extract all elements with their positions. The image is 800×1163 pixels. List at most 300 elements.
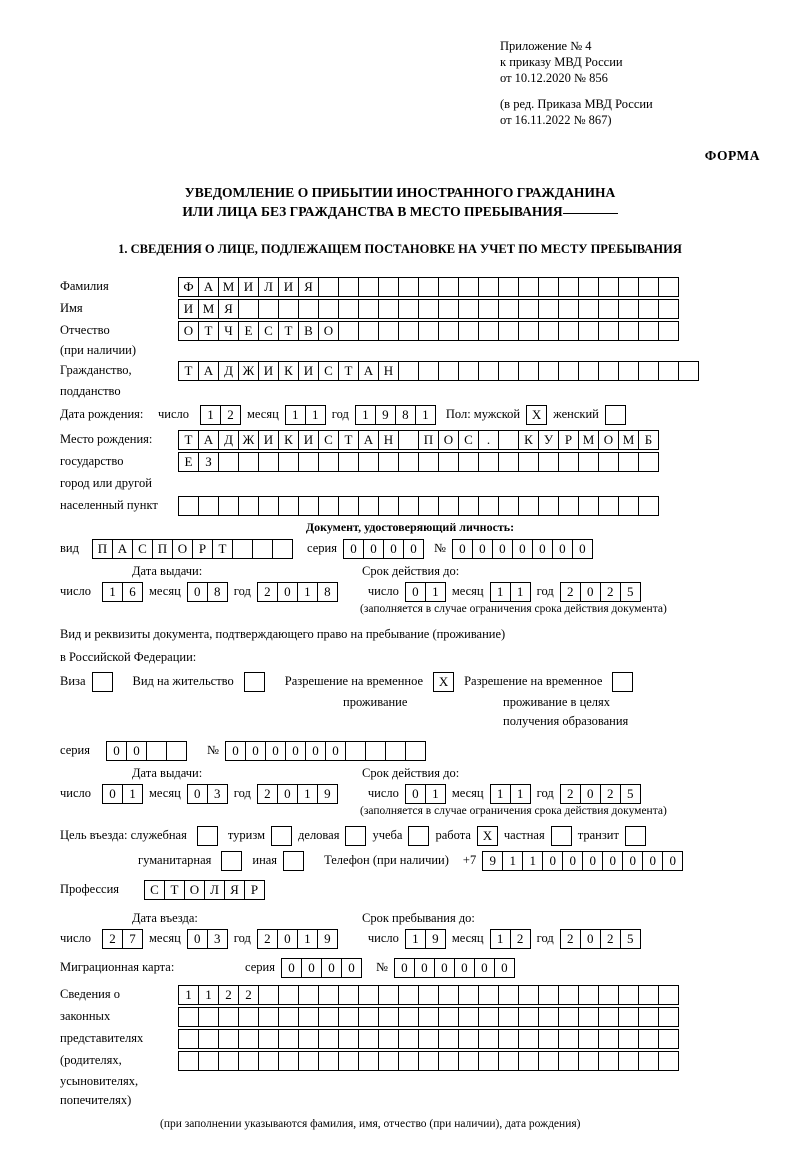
cell[interactable]: 0: [277, 582, 298, 602]
cell[interactable]: [418, 452, 439, 472]
cell[interactable]: [498, 277, 519, 297]
stay-number-input[interactable]: [225, 741, 426, 761]
cell[interactable]: 0: [494, 958, 515, 978]
cell[interactable]: 0: [187, 582, 208, 602]
cell[interactable]: 0: [580, 582, 601, 602]
cell[interactable]: [478, 277, 499, 297]
cell[interactable]: К: [518, 430, 539, 450]
cell[interactable]: И: [298, 430, 319, 450]
cell[interactable]: О: [178, 321, 199, 341]
checkbox-cell[interactable]: X: [433, 672, 454, 692]
cell[interactable]: [398, 361, 419, 381]
cell[interactable]: [218, 452, 239, 472]
cell[interactable]: 0: [580, 784, 601, 804]
cell[interactable]: [338, 299, 359, 319]
checkbox-cell[interactable]: [625, 826, 646, 846]
cell[interactable]: [638, 1029, 659, 1049]
stay-series-input[interactable]: [106, 741, 187, 761]
cell[interactable]: [598, 1029, 619, 1049]
cell[interactable]: [538, 1007, 559, 1027]
cell[interactable]: 2: [257, 929, 278, 949]
purpose-humanitarian-checkbox[interactable]: [221, 851, 242, 871]
cell[interactable]: В: [298, 321, 319, 341]
cell[interactable]: [578, 321, 599, 341]
cell[interactable]: 9: [317, 929, 338, 949]
cell[interactable]: С: [144, 880, 165, 900]
cell[interactable]: [458, 985, 479, 1005]
cell[interactable]: Т: [164, 880, 185, 900]
cell[interactable]: [558, 452, 579, 472]
cell[interactable]: [258, 299, 279, 319]
cell[interactable]: 8: [317, 582, 338, 602]
cell[interactable]: 0: [343, 539, 364, 559]
cell[interactable]: [478, 452, 499, 472]
cell[interactable]: 2: [257, 582, 278, 602]
cell[interactable]: Б: [638, 430, 659, 450]
cell[interactable]: [218, 1051, 239, 1071]
purpose-transit-checkbox[interactable]: [625, 826, 646, 846]
cell[interactable]: 9: [375, 405, 396, 425]
cell[interactable]: [358, 985, 379, 1005]
cell[interactable]: Ж: [238, 430, 259, 450]
doc-issue-year-input[interactable]: [257, 582, 338, 602]
legal-rep-input-3[interactable]: [178, 1029, 679, 1049]
cell[interactable]: 1: [200, 405, 221, 425]
residence-permit-checkbox[interactable]: [244, 672, 265, 692]
cell[interactable]: [638, 1051, 659, 1071]
cell[interactable]: [598, 321, 619, 341]
checkbox-cell[interactable]: [244, 672, 265, 692]
cell[interactable]: [218, 496, 239, 516]
cell[interactable]: [198, 1051, 219, 1071]
entry-year-input[interactable]: [257, 929, 338, 949]
stay-until-year-input[interactable]: [560, 929, 641, 949]
cell[interactable]: Е: [178, 452, 199, 472]
cell[interactable]: М: [618, 430, 639, 450]
cell[interactable]: Д: [218, 430, 239, 450]
cell[interactable]: [298, 452, 319, 472]
cell[interactable]: 1: [510, 582, 531, 602]
cell[interactable]: 9: [482, 851, 503, 871]
cell[interactable]: 0: [562, 851, 583, 871]
cell[interactable]: [538, 1029, 559, 1049]
cell[interactable]: 2: [560, 929, 581, 949]
cell[interactable]: 0: [126, 741, 147, 761]
cell[interactable]: П: [152, 539, 173, 559]
cell[interactable]: [278, 1029, 299, 1049]
cell[interactable]: [438, 321, 459, 341]
purpose-work-checkbox[interactable]: [477, 826, 498, 846]
cell[interactable]: [578, 1029, 599, 1049]
cell[interactable]: 1: [285, 405, 306, 425]
cell[interactable]: [618, 1051, 639, 1071]
cell[interactable]: [558, 1007, 579, 1027]
cell[interactable]: [558, 1029, 579, 1049]
cell[interactable]: [238, 1007, 259, 1027]
cell[interactable]: 8: [207, 582, 228, 602]
cell[interactable]: [538, 496, 559, 516]
cell[interactable]: [378, 321, 399, 341]
cell[interactable]: [578, 496, 599, 516]
legal-rep-input-2[interactable]: [178, 1007, 679, 1027]
cell[interactable]: 1: [198, 985, 219, 1005]
doc-issue-day-input[interactable]: [102, 582, 143, 602]
cell[interactable]: Т: [198, 321, 219, 341]
cell[interactable]: 5: [620, 929, 641, 949]
cell[interactable]: [658, 299, 679, 319]
cell[interactable]: [598, 1051, 619, 1071]
cell[interactable]: 2: [238, 985, 259, 1005]
cell[interactable]: А: [358, 430, 379, 450]
cell[interactable]: 0: [363, 539, 384, 559]
cell[interactable]: [638, 1007, 659, 1027]
cell[interactable]: [518, 1007, 539, 1027]
cell[interactable]: [598, 1007, 619, 1027]
cell[interactable]: [258, 1007, 279, 1027]
cell[interactable]: 0: [281, 958, 302, 978]
cell[interactable]: [385, 741, 406, 761]
cell[interactable]: [378, 299, 399, 319]
cell[interactable]: С: [318, 430, 339, 450]
cell[interactable]: [278, 496, 299, 516]
citizenship-input[interactable]: [178, 361, 699, 381]
cell[interactable]: [166, 741, 187, 761]
cell[interactable]: [658, 1029, 679, 1049]
cell[interactable]: Ж: [238, 361, 259, 381]
cell[interactable]: [618, 361, 639, 381]
cell[interactable]: [518, 496, 539, 516]
cell[interactable]: [458, 277, 479, 297]
cell[interactable]: [398, 452, 419, 472]
cell[interactable]: [418, 277, 439, 297]
cell[interactable]: М: [218, 277, 239, 297]
cell[interactable]: [478, 321, 499, 341]
cell[interactable]: [378, 1051, 399, 1071]
cell[interactable]: Д: [218, 361, 239, 381]
stay-valid-month-input[interactable]: [490, 784, 531, 804]
cell[interactable]: [338, 452, 359, 472]
cell[interactable]: [238, 1029, 259, 1049]
profession-input[interactable]: [144, 880, 265, 900]
surname-input[interactable]: [178, 277, 679, 297]
cell[interactable]: 0: [542, 851, 563, 871]
checkbox-cell[interactable]: [345, 826, 366, 846]
cell[interactable]: 0: [580, 929, 601, 949]
cell[interactable]: 0: [434, 958, 455, 978]
cell[interactable]: [578, 985, 599, 1005]
cell[interactable]: [338, 321, 359, 341]
cell[interactable]: [618, 985, 639, 1005]
cell[interactable]: [198, 1029, 219, 1049]
cell[interactable]: [146, 741, 167, 761]
cell[interactable]: [398, 299, 419, 319]
cell[interactable]: [598, 299, 619, 319]
cell[interactable]: [478, 299, 499, 319]
cell[interactable]: [198, 496, 219, 516]
cell[interactable]: 0: [452, 539, 473, 559]
cell[interactable]: [338, 1007, 359, 1027]
cell[interactable]: [398, 1051, 419, 1071]
cell[interactable]: 2: [560, 784, 581, 804]
phone-input[interactable]: [482, 851, 683, 871]
cell[interactable]: 3: [207, 784, 228, 804]
cell[interactable]: [345, 741, 366, 761]
cell[interactable]: [418, 321, 439, 341]
purpose-private-checkbox[interactable]: [551, 826, 572, 846]
birth-month-input[interactable]: [285, 405, 326, 425]
cell[interactable]: 1: [122, 784, 143, 804]
cell[interactable]: [438, 496, 459, 516]
cell[interactable]: [498, 1007, 519, 1027]
cell[interactable]: [272, 539, 293, 559]
doc-valid-year-input[interactable]: [560, 582, 641, 602]
cell[interactable]: 0: [403, 539, 424, 559]
cell[interactable]: 0: [305, 741, 326, 761]
cell[interactable]: [278, 299, 299, 319]
cell[interactable]: [558, 299, 579, 319]
cell[interactable]: [398, 321, 419, 341]
legal-rep-input-1[interactable]: [178, 985, 679, 1005]
birth-place-line3-input[interactable]: [178, 496, 659, 516]
cell[interactable]: [498, 430, 519, 450]
checkbox-cell[interactable]: [612, 672, 633, 692]
cell[interactable]: [558, 277, 579, 297]
cell[interactable]: [618, 299, 639, 319]
cell[interactable]: 0: [642, 851, 663, 871]
cell[interactable]: П: [418, 430, 439, 450]
cell[interactable]: [598, 452, 619, 472]
cell[interactable]: [618, 1029, 639, 1049]
cell[interactable]: [518, 1029, 539, 1049]
cell[interactable]: К: [278, 430, 299, 450]
doc-valid-day-input[interactable]: [405, 582, 446, 602]
cell[interactable]: Я: [224, 880, 245, 900]
cell[interactable]: [418, 1029, 439, 1049]
cell[interactable]: [538, 1051, 559, 1071]
cell[interactable]: [238, 496, 259, 516]
cell[interactable]: 5: [620, 784, 641, 804]
cell[interactable]: [438, 1051, 459, 1071]
purpose-other-checkbox[interactable]: [283, 851, 304, 871]
cell[interactable]: [458, 361, 479, 381]
cell[interactable]: [378, 452, 399, 472]
entry-month-input[interactable]: [187, 929, 228, 949]
cell[interactable]: [518, 452, 539, 472]
cell[interactable]: [418, 1007, 439, 1027]
cell[interactable]: [338, 496, 359, 516]
cell[interactable]: [378, 985, 399, 1005]
cell[interactable]: [458, 1029, 479, 1049]
cell[interactable]: [638, 299, 659, 319]
cell[interactable]: 2: [600, 582, 621, 602]
cell[interactable]: [618, 1007, 639, 1027]
cell[interactable]: 0: [187, 784, 208, 804]
cell[interactable]: 2: [257, 784, 278, 804]
stay-issue-year-input[interactable]: [257, 784, 338, 804]
cell[interactable]: Л: [204, 880, 225, 900]
cell[interactable]: 2: [102, 929, 123, 949]
cell[interactable]: Т: [178, 430, 199, 450]
entry-day-input[interactable]: [102, 929, 143, 949]
cell[interactable]: [458, 321, 479, 341]
patronymic-input[interactable]: [178, 321, 679, 341]
cell[interactable]: [232, 539, 253, 559]
cell[interactable]: [418, 496, 439, 516]
cell[interactable]: [358, 1007, 379, 1027]
cell[interactable]: [298, 496, 319, 516]
cell[interactable]: [338, 277, 359, 297]
cell[interactable]: 9: [425, 929, 446, 949]
cell[interactable]: 0: [472, 539, 493, 559]
cell[interactable]: Н: [378, 430, 399, 450]
cell[interactable]: [658, 1051, 679, 1071]
cell[interactable]: Р: [192, 539, 213, 559]
cell[interactable]: [278, 985, 299, 1005]
cell[interactable]: [498, 1029, 519, 1049]
cell[interactable]: Я: [298, 277, 319, 297]
cell[interactable]: [318, 1007, 339, 1027]
checkbox-cell[interactable]: [408, 826, 429, 846]
cell[interactable]: [598, 496, 619, 516]
stay-valid-day-input[interactable]: [405, 784, 446, 804]
cell[interactable]: [318, 496, 339, 516]
cell[interactable]: Т: [212, 539, 233, 559]
cell[interactable]: А: [358, 361, 379, 381]
cell[interactable]: 0: [662, 851, 683, 871]
cell[interactable]: [598, 361, 619, 381]
cell[interactable]: 1: [178, 985, 199, 1005]
cell[interactable]: [358, 1051, 379, 1071]
edu-residence-checkbox[interactable]: [612, 672, 633, 692]
doc-issue-month-input[interactable]: [187, 582, 228, 602]
cell[interactable]: 1: [510, 784, 531, 804]
cell[interactable]: [252, 539, 273, 559]
cell[interactable]: 1: [297, 582, 318, 602]
stay-issue-day-input[interactable]: [102, 784, 143, 804]
cell[interactable]: Р: [244, 880, 265, 900]
cell[interactable]: [458, 299, 479, 319]
cell[interactable]: [658, 277, 679, 297]
cell[interactable]: [618, 277, 639, 297]
cell[interactable]: [558, 321, 579, 341]
cell[interactable]: [438, 361, 459, 381]
doc-kind-input[interactable]: [92, 539, 293, 559]
cell[interactable]: 1: [425, 784, 446, 804]
cell[interactable]: 0: [187, 929, 208, 949]
cell[interactable]: 0: [582, 851, 603, 871]
cell[interactable]: [618, 321, 639, 341]
cell[interactable]: 0: [414, 958, 435, 978]
cell[interactable]: [238, 1051, 259, 1071]
cell[interactable]: [498, 299, 519, 319]
cell[interactable]: [278, 452, 299, 472]
cell[interactable]: А: [198, 277, 219, 297]
cell[interactable]: [478, 1007, 499, 1027]
cell[interactable]: 0: [225, 741, 246, 761]
cell[interactable]: [578, 452, 599, 472]
cell[interactable]: 1: [490, 784, 511, 804]
cell[interactable]: [518, 361, 539, 381]
migration-number-input[interactable]: [394, 958, 515, 978]
cell[interactable]: 0: [102, 784, 123, 804]
cell[interactable]: [638, 985, 659, 1005]
cell[interactable]: 2: [600, 784, 621, 804]
cell[interactable]: [178, 1051, 199, 1071]
cell[interactable]: [658, 361, 679, 381]
doc-number-input[interactable]: [452, 539, 593, 559]
cell[interactable]: И: [298, 361, 319, 381]
visa-checkbox[interactable]: [92, 672, 113, 692]
cell[interactable]: 0: [394, 958, 415, 978]
cell[interactable]: [398, 1007, 419, 1027]
cell[interactable]: [498, 321, 519, 341]
stay-until-month-input[interactable]: [490, 929, 531, 949]
cell[interactable]: 2: [600, 929, 621, 949]
checkbox-cell[interactable]: [551, 826, 572, 846]
cell[interactable]: 3: [207, 929, 228, 949]
migration-series-input[interactable]: [281, 958, 362, 978]
cell[interactable]: 0: [245, 741, 266, 761]
cell[interactable]: И: [178, 299, 199, 319]
cell[interactable]: 1: [490, 582, 511, 602]
doc-series-input[interactable]: [343, 539, 424, 559]
cell[interactable]: [258, 496, 279, 516]
cell[interactable]: [358, 321, 379, 341]
cell[interactable]: [298, 1007, 319, 1027]
cell[interactable]: [418, 1051, 439, 1071]
cell[interactable]: 8: [395, 405, 416, 425]
cell[interactable]: [298, 1051, 319, 1071]
cell[interactable]: 0: [106, 741, 127, 761]
cell[interactable]: [538, 361, 559, 381]
cell[interactable]: 0: [325, 741, 346, 761]
cell[interactable]: [658, 1007, 679, 1027]
cell[interactable]: А: [198, 361, 219, 381]
cell[interactable]: Р: [558, 430, 579, 450]
cell[interactable]: 6: [122, 582, 143, 602]
cell[interactable]: [438, 1029, 459, 1049]
cell[interactable]: И: [258, 361, 279, 381]
cell[interactable]: О: [172, 539, 193, 559]
cell[interactable]: [378, 277, 399, 297]
cell[interactable]: [398, 430, 419, 450]
cell[interactable]: 1: [297, 784, 318, 804]
cell[interactable]: [478, 1051, 499, 1071]
cell[interactable]: 0: [492, 539, 513, 559]
doc-valid-month-input[interactable]: [490, 582, 531, 602]
cell[interactable]: [318, 299, 339, 319]
cell[interactable]: [178, 1029, 199, 1049]
cell[interactable]: [358, 299, 379, 319]
cell[interactable]: 2: [220, 405, 241, 425]
cell[interactable]: [618, 452, 639, 472]
stay-issue-month-input[interactable]: [187, 784, 228, 804]
cell[interactable]: [365, 741, 386, 761]
cell[interactable]: [498, 452, 519, 472]
legal-rep-input-4[interactable]: [178, 1051, 679, 1071]
checkbox-cell[interactable]: [271, 826, 292, 846]
cell[interactable]: [578, 277, 599, 297]
cell[interactable]: 7: [122, 929, 143, 949]
cell[interactable]: 1: [415, 405, 436, 425]
cell[interactable]: [258, 452, 279, 472]
cell[interactable]: 0: [602, 851, 623, 871]
purpose-study-checkbox[interactable]: [408, 826, 429, 846]
cell[interactable]: [498, 985, 519, 1005]
cell[interactable]: [458, 1007, 479, 1027]
cell[interactable]: [418, 361, 439, 381]
cell[interactable]: М: [198, 299, 219, 319]
